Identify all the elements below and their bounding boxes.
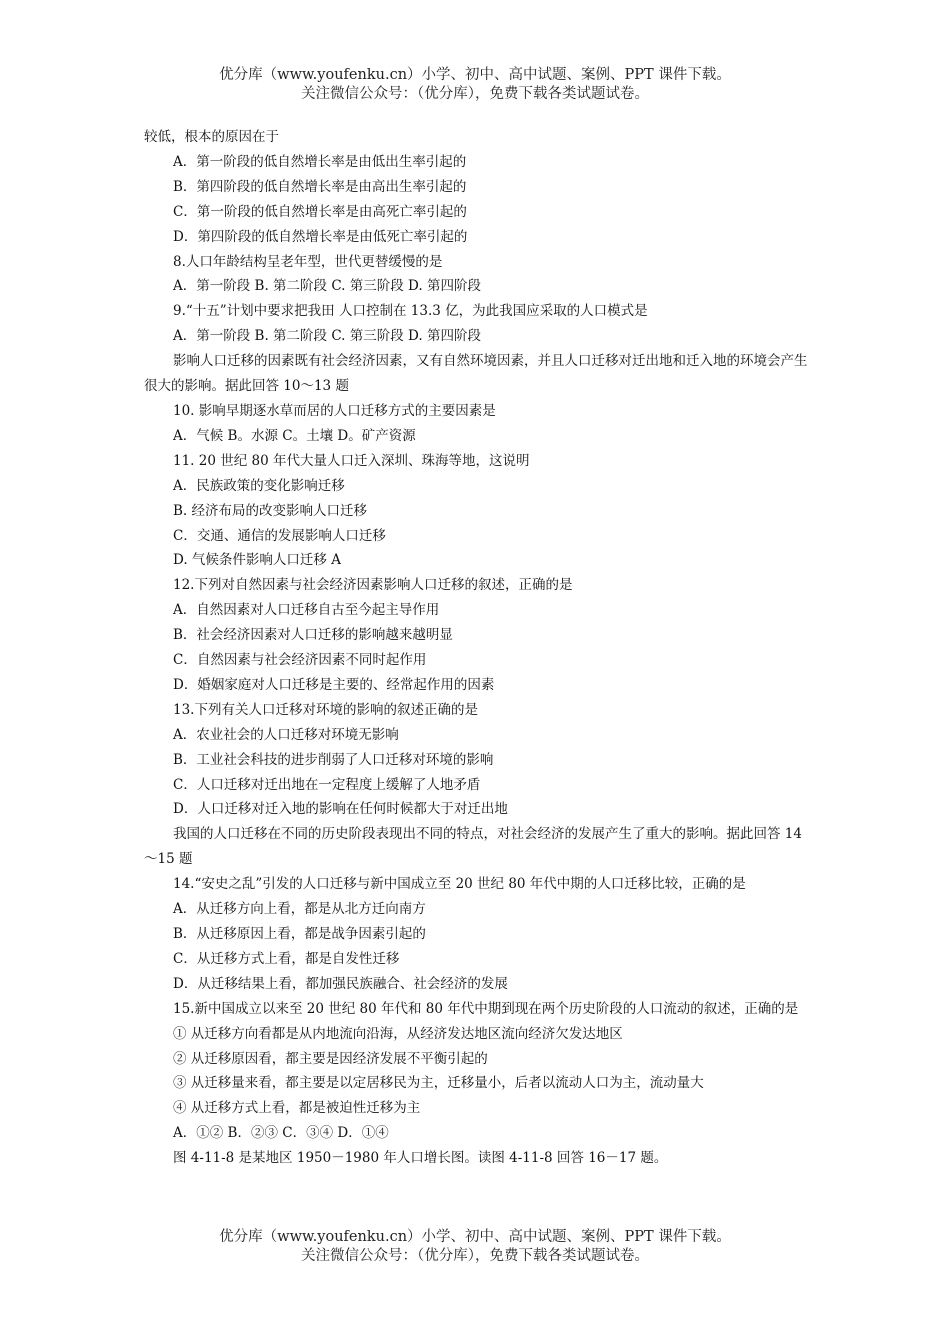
question-15: 15.新中国成立以来至 20 世纪 80 年代和 80 年代中期到现在两个历史阶段的人口流动的叙述，正确的是 xyxy=(173,1000,799,1017)
figure-intro: 图 4-11-8 是某地区 1950－1980 年人口增长图。读图 4-11-8 回答 16－17 题。 xyxy=(173,1150,668,1167)
footer-line-2: 关注微信公众号：（优分库），免费下载各类试题试卷。 xyxy=(301,1248,649,1264)
footer-line-1: 优分库（www.youfenku.cn）小学、初中、高中试题、案例、PPT 课件下载。 xyxy=(219,1229,731,1245)
option-line: A．①② B．②③ C．③④ D．①④ xyxy=(173,1125,389,1142)
option-line: C．第一阶段的低自然增长率是由高死亡率引起的 xyxy=(173,203,467,220)
option-line: A．民族政策的变化影响迁移 xyxy=(173,477,345,494)
question-9: 9.“十五”计划中要求把我田 人口控制在 13.3 亿，为此我国应采取的人口模式是 xyxy=(173,303,648,320)
option-line: B．第四阶段的低自然增长率是由高出生率引起的 xyxy=(173,178,467,195)
option-line: D．从迁移结果上看，都加强民族融合、社会经济的发展 xyxy=(173,975,508,992)
statement-line: ④ 从迁移方式上看，都是被迫性迁移为主 xyxy=(173,1100,421,1117)
question-13: 13.下列有关人口迁移对环境的影响的叙述正确的是 xyxy=(173,701,478,718)
option-line: A．第一阶段 B. 第二阶段 C. 第三阶段 D. 第四阶段 xyxy=(173,328,481,345)
option-line: C．自然因素与社会经济因素不同时起作用 xyxy=(173,652,427,669)
option-line: A．第一阶段的低自然增长率是由低出生率引起的 xyxy=(173,153,467,170)
page-header xyxy=(0,66,950,104)
page-footer xyxy=(0,1228,950,1266)
option-line: C．人口迁移对迁出地在一定程度上缓解了人地矛盾 xyxy=(173,776,481,793)
option-line: D. 气候条件影响人口迁移 A xyxy=(173,552,341,569)
option-line: C．从迁移方式上看，都是自发性迁移 xyxy=(173,950,400,967)
option-line: C．交通、通信的发展影响人口迁移 xyxy=(173,527,386,544)
option-line: A．第一阶段 B. 第二阶段 C. 第三阶段 D. 第四阶段 xyxy=(173,278,481,295)
header-line-1: 优分库（www.youfenku.cn）小学、初中、高中试题、案例、PPT 课件下载。 xyxy=(219,67,731,83)
question-10: 10. 影响早期逐水草而居的人口迁移方式的主要因素是 xyxy=(173,402,496,419)
option-line: A．自然因素对人口迁移自古至今起主导作用 xyxy=(173,602,440,619)
option-line: B. 经济布局的改变影响人口迁移 xyxy=(173,502,368,519)
option-line: B．社会经济因素对人口迁移的影响越来越明显 xyxy=(173,627,453,644)
passage-paragraph: 我国的人口迁移在不同的历史阶段表现出不同的特点，对社会经济的发展产生了重大的影响。据此回答 14～15 题 xyxy=(144,826,802,868)
statement-line: ① 从迁移方向看都是从内地流向沿海，从经济发达地区流向经济欠发达地区 xyxy=(173,1025,623,1042)
option-line: A．从迁移方向上看，都是从北方迁向南方 xyxy=(173,901,426,918)
option-line: A．农业社会的人口迁移对环境无影响 xyxy=(173,726,399,743)
option-line: B．从迁移原因上看，都是战争因素引起的 xyxy=(173,926,426,942)
question-14: 14.“安史之乱”引发的人口迁移与新中国成立至 20 世纪 80 年代中期的人口迁移比较，正确的是 xyxy=(173,876,746,893)
option-line: D．第四阶段的低自然增长率是由低死亡率引起的 xyxy=(173,228,468,245)
passage-paragraph: 影响人口迁移的因素既有社会经济因素，又有自然环境因素，并且人口迁移对迁出地和迁入地的环境会产生很大的影响。据此回答 10～13 题 xyxy=(144,353,808,395)
option-line: D．婚姻家庭对人口迁移是主要的、经常起作用的因素 xyxy=(173,676,495,693)
question-12: 12.下列对自然因素与社会经济因素影响人口迁移的叙述，正确的是 xyxy=(173,577,573,594)
option-line: A．气候 B。水源 C。土壤 D。矿产资源 xyxy=(173,427,416,444)
statement-line: ② 从迁移原因看，都主要是因经济发展不平衡引起的 xyxy=(173,1050,488,1067)
statement-line: ③ 从迁移量来看，都主要是以定居移民为主，迁移量小，后者以流动人口为主，流动量大 xyxy=(173,1075,704,1092)
question-8: 8.人口年龄结构呈老年型，世代更替缓慢的是 xyxy=(173,253,443,270)
option-line: D．人口迁移对迁入地的影响在任何时候都大于对迁出地 xyxy=(173,801,508,818)
text-line: 较低，根本的原因在于 xyxy=(144,129,279,145)
header-line-2: 关注微信公众号：（优分库），免费下载各类试题试卷。 xyxy=(301,86,649,102)
question-11: 11. 20 世纪 80 年代大量人口迁入深圳、珠海等地，这说明 xyxy=(173,452,530,469)
option-line: B．工业社会科技的进步削弱了人口迁移对环境的影响 xyxy=(173,751,494,768)
document-body xyxy=(144,125,810,1171)
